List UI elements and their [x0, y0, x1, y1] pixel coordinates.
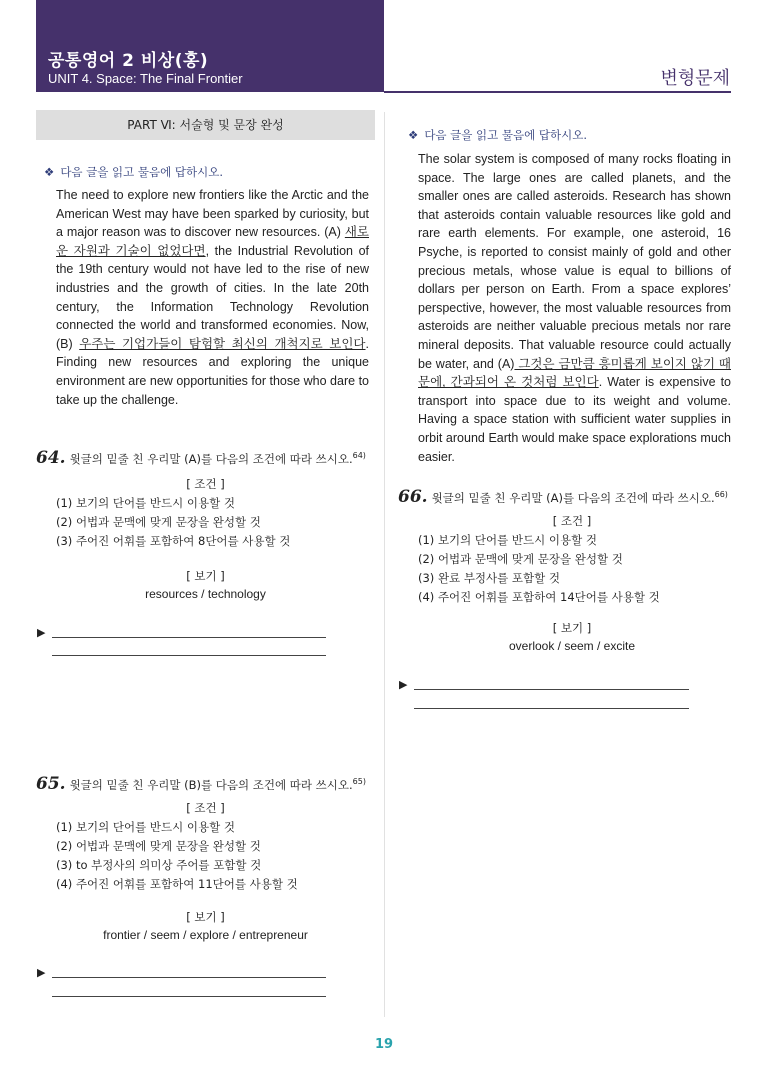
condition-item: (3) 완료 부정사를 포함할 것 — [418, 571, 561, 585]
underlined-b: 우주는 기업가들이 탐험할 최신의 개척지로 보인다 — [79, 336, 366, 351]
answer-line[interactable] — [52, 996, 326, 997]
passage-text: The solar system is composed of many rocks floating in space. The large ones are called planets, and the smaller ones are called asteroids. Research has shown that asteroids contain valuable resources like gold and rare earth elements. For example, one asteroid, 16 Psyche, is reported to consist mainly of gold and other precious metals, whose value is equal to billions of dollars per person on Earth. From a space explores’ perspective, however, the most valuable resources from asteroids are neither valuable precious metals nor rare mineral deposits. That valuable resource could actually be water, and (A) — [418, 152, 731, 371]
column-divider — [384, 112, 385, 1017]
variant-label: 변형문제 — [660, 68, 730, 89]
conditions-list — [56, 818, 298, 894]
bogi-title: [ 보기 ] — [186, 910, 225, 924]
condition-item: (4) 주어진 어휘를 포함하여 14단어를 사용할 것 — [418, 590, 660, 604]
conditions-list — [56, 494, 290, 551]
question-number: 66. — [398, 487, 428, 507]
passage-text: . Finding new resources and exploring the unique environment are new opportunities for those who dare to take up the challenge. — [56, 336, 369, 407]
condition-item: (2) 어법과 문맥에 맞게 문장을 완성할 것 — [418, 552, 623, 566]
header-banner — [36, 0, 384, 92]
header-rule — [384, 91, 731, 93]
question-prompt: 윗글의 밑줄 친 우리말 (A)를 다음의 조건에 따라 쓰시오. — [69, 452, 353, 466]
answer-arrow-icon: ▶ — [37, 966, 46, 979]
answer-arrow-icon: ▶ — [37, 626, 46, 639]
footnote-ref: 64) — [352, 451, 366, 461]
question-66-heading — [398, 487, 728, 507]
diamond-icon: ❖ — [44, 165, 55, 179]
condition-item: (3) 주어진 어휘를 포함하여 8단어를 사용할 것 — [56, 534, 291, 548]
condition-item: (1) 보기의 단어를 반드시 이용할 것 — [56, 820, 235, 834]
condition-item: (3) to 부정사의 의미상 주어를 포함할 것 — [56, 858, 262, 872]
bogi-words: frontier / seem / explore / entrepreneur — [103, 928, 308, 942]
passage-text: The need to explore new frontiers like the Arctic and the American West may have been sparked by curiosity, but a major reason was to discover new resources. (A) — [56, 188, 369, 240]
instruction-text: 다음 글을 읽고 물음에 답하시오. — [424, 128, 588, 142]
diamond-icon: ❖ — [408, 128, 419, 142]
question-number: 65. — [36, 774, 66, 794]
underlined-a: 새로운 자원과 기술이 없었다면 — [56, 225, 369, 258]
question-64-heading — [36, 448, 366, 468]
condition-item: (2) 어법과 문맥에 맞게 문장을 완성할 것 — [56, 839, 261, 853]
conditions-title: [ 조건 ] — [552, 514, 592, 528]
question-prompt: 윗글의 밑줄 친 우리말 (A)를 다음의 조건에 따라 쓰시오. — [431, 491, 715, 505]
bogi-title: [ 보기 ] — [552, 621, 592, 635]
condition-item: (4) 주어진 어휘를 포함하여 11단어를 사용할 것 — [56, 877, 298, 891]
instruction-right — [408, 127, 587, 143]
condition-item: (1) 보기의 단어를 반드시 이용할 것 — [56, 496, 235, 510]
instruction-left — [44, 164, 223, 180]
condition-item: (1) 보기의 단어를 반드시 이용할 것 — [418, 533, 597, 547]
unit-title: UNIT 4. Space: The Final Frontier — [48, 71, 243, 86]
conditions-title: [ 조건 ] — [186, 801, 225, 815]
part-title: PART Ⅵ: 서술형 및 문장 완성 — [36, 110, 375, 140]
answer-arrow-icon: ▶ — [399, 678, 408, 691]
question-number: 64. — [36, 448, 66, 468]
answer-line[interactable] — [52, 655, 326, 656]
underlined-a: 그것은 금만큼 흥미롭게 보이지 않기 때문에, 간과되어 온 것처럼 보인다 — [418, 356, 731, 390]
question-65-heading — [36, 774, 366, 794]
answer-line[interactable] — [52, 637, 326, 638]
bogi-title: [ 보기 ] — [186, 569, 225, 583]
answer-line[interactable] — [414, 708, 689, 709]
condition-item: (2) 어법과 문맥에 맞게 문장을 완성할 것 — [56, 515, 261, 529]
question-prompt: 윗글의 밑줄 친 우리말 (B)를 다음의 조건에 따라 쓰시오. — [69, 778, 353, 792]
footnote-ref: 66) — [714, 490, 728, 500]
conditions-list — [418, 531, 660, 607]
left-passage — [56, 186, 369, 409]
footnote-ref: 65) — [352, 777, 366, 787]
instruction-text: 다음 글을 읽고 물음에 답하시오. — [60, 165, 224, 179]
conditions-title: [ 조건 ] — [186, 477, 225, 491]
answer-line[interactable] — [414, 689, 689, 690]
book-title: 공통영어 2 비상(홍) — [48, 51, 209, 71]
passage-text: . Water is expensive to transport into space due to its weight and volume. Having a space station with sufficient water supplies in orbit around Earth would make space explorations much easier. — [418, 375, 731, 464]
page-number: 19 — [374, 1037, 394, 1052]
bogi-words: overlook / seem / excite — [508, 639, 636, 653]
answer-line[interactable] — [52, 977, 326, 978]
right-passage — [418, 150, 731, 466]
passage-text: , the Industrial Revolution of the 19th century would not have led to the rise of new industries and the growth of cities. In the late 20th century, the Information Technology Revolution connected the world and transformed economies. Now, (B) — [56, 243, 369, 351]
bogi-words: resources / technology — [145, 587, 266, 601]
